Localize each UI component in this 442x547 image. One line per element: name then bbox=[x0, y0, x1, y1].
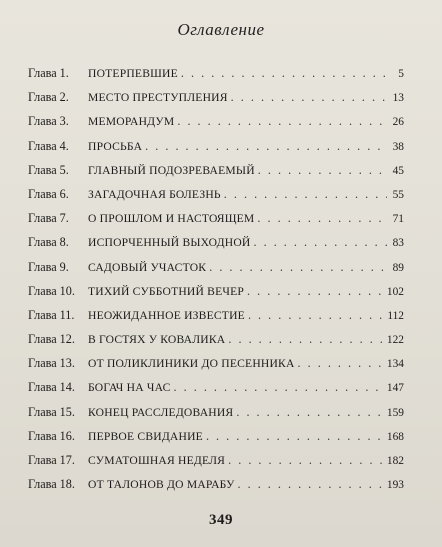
chapter-name: СУМАТОШНАЯ НЕДЕЛЯ bbox=[88, 454, 226, 467]
leader-dots bbox=[257, 211, 387, 226]
chapter-name: ЗАГАДОЧНАЯ БОЛЕЗНЬ bbox=[88, 187, 221, 201]
leader-dots bbox=[174, 380, 384, 395]
toc-title: Оглавление bbox=[177, 20, 265, 39]
chapter-number: Глава 17. bbox=[28, 453, 75, 467]
leader-dots bbox=[298, 356, 384, 371]
leader-dots bbox=[248, 308, 384, 323]
chapter-number: Глава 3. bbox=[28, 114, 69, 129]
page-number: 147 bbox=[386, 382, 404, 395]
table-of-contents bbox=[28, 66, 404, 501]
chapter-number: Глава 11. bbox=[28, 307, 75, 322]
chapter-name: ТИХИЙ СУББОТНИЙ ВЕЧЕР bbox=[88, 284, 245, 298]
leader-dots bbox=[177, 114, 387, 129]
chapter-number: Глава 5. bbox=[28, 162, 69, 177]
leader-dots bbox=[228, 332, 384, 347]
chapter-name: ПРОСЬБА bbox=[88, 139, 143, 153]
chapter-number: Глава 8. bbox=[28, 235, 69, 250]
page-number: 168 bbox=[386, 430, 404, 443]
page-number: 159 bbox=[386, 406, 404, 419]
page-number: 89 bbox=[392, 261, 404, 274]
page-number: 83 bbox=[392, 237, 404, 250]
toc-entry bbox=[28, 235, 404, 259]
toc-entry bbox=[28, 477, 404, 501]
toc-entry bbox=[28, 90, 404, 114]
chapter-number: Глава 13. bbox=[28, 356, 75, 371]
chapter-name: САДОВЫЙ УЧАСТОК bbox=[88, 260, 207, 274]
leader-dots bbox=[224, 187, 387, 202]
toc-entry bbox=[28, 139, 404, 163]
chapter-name: КОНЕЦ РАССЛЕДОВАНИЯ bbox=[88, 405, 234, 419]
chapter-name: ГЛАВНЫЙ ПОДОЗРЕВАЕМЫЙ bbox=[88, 163, 255, 177]
chapter-number: Глава 9. bbox=[28, 259, 69, 274]
toc-entry bbox=[28, 211, 404, 235]
leader-dots bbox=[206, 429, 384, 444]
chapter-name: ОТ ПОЛИКЛИНИКИ ДО ПЕСЕННИКА bbox=[88, 357, 295, 371]
toc-entry bbox=[28, 66, 404, 90]
page-number: 71 bbox=[392, 213, 404, 226]
chapter-name: О ПРОШЛОМ И НАСТОЯЩЕМ bbox=[88, 212, 255, 226]
chapter-number: Глава 12. bbox=[28, 332, 75, 347]
toc-entry bbox=[28, 114, 404, 138]
chapter-number: Глава 14. bbox=[28, 380, 75, 395]
page-number: 45 bbox=[392, 164, 404, 177]
leader-dots bbox=[228, 453, 384, 468]
chapter-name: НЕОЖИДАННОЕ ИЗВЕСТИЕ bbox=[88, 308, 245, 322]
chapter-number: Глава 10. bbox=[28, 283, 75, 298]
chapter-number: Глава 16. bbox=[28, 428, 75, 443]
page-number: 182 bbox=[386, 455, 404, 467]
leader-dots bbox=[145, 139, 387, 154]
leader-dots bbox=[181, 66, 387, 81]
chapter-name: В ГОСТЯХ У КОВАЛИКА bbox=[88, 333, 226, 347]
toc-entry bbox=[28, 380, 404, 404]
leader-dots bbox=[247, 284, 384, 299]
page-number: 112 bbox=[387, 309, 404, 322]
page-number: 26 bbox=[392, 116, 404, 129]
page-number: 55 bbox=[392, 188, 404, 201]
chapter-name: ИСПОРЧЕННЫЙ ВЫХОДНОЙ bbox=[88, 236, 251, 250]
folio-page-number: 349 bbox=[209, 512, 233, 528]
chapter-number: Глава 18. bbox=[28, 477, 75, 492]
chapter-number: Глава 15. bbox=[28, 404, 75, 419]
leader-dots bbox=[254, 235, 388, 250]
chapter-name: ПЕРВОЕ СВИДАНИЕ bbox=[88, 429, 203, 443]
page-number: 102 bbox=[386, 285, 404, 298]
leader-dots bbox=[231, 90, 387, 105]
chapter-name: МЕСТО ПРЕСТУПЛЕНИЯ bbox=[88, 91, 228, 105]
chapter-number: Глава 1. bbox=[28, 66, 69, 80]
chapter-name: МЕМОРАНДУМ bbox=[88, 115, 175, 129]
chapter-number: Глава 2. bbox=[28, 90, 69, 105]
chapter-number: Глава 4. bbox=[28, 138, 69, 153]
chapter-name: БОГАЧ НА ЧАС bbox=[88, 381, 171, 395]
page-number: 13 bbox=[392, 92, 404, 105]
page-number: 134 bbox=[386, 358, 404, 371]
chapter-number: Глава 6. bbox=[28, 186, 69, 201]
toc-entry bbox=[28, 356, 404, 380]
page-number: 38 bbox=[392, 140, 404, 153]
toc-entry bbox=[28, 332, 404, 356]
chapter-name: ОТ ТАЛОНОВ ДО МАРАБУ bbox=[88, 478, 235, 492]
toc-entry bbox=[28, 284, 404, 308]
leader-dots bbox=[238, 477, 384, 492]
leader-dots bbox=[258, 163, 387, 178]
leader-dots bbox=[209, 260, 387, 275]
toc-entry bbox=[28, 453, 404, 477]
chapter-name: ПОТЕРПЕВШИЕ bbox=[88, 67, 178, 80]
toc-entry bbox=[28, 405, 404, 429]
leader-dots bbox=[236, 405, 384, 420]
toc-entry bbox=[28, 187, 404, 211]
page-number: 122 bbox=[386, 334, 404, 347]
toc-entry bbox=[28, 260, 404, 284]
toc-entry bbox=[28, 429, 404, 453]
page-number: 193 bbox=[386, 479, 404, 492]
chapter-number: Глава 7. bbox=[28, 211, 69, 226]
toc-entry bbox=[28, 163, 404, 187]
page-number: 5 bbox=[398, 68, 404, 80]
toc-entry bbox=[28, 308, 404, 332]
